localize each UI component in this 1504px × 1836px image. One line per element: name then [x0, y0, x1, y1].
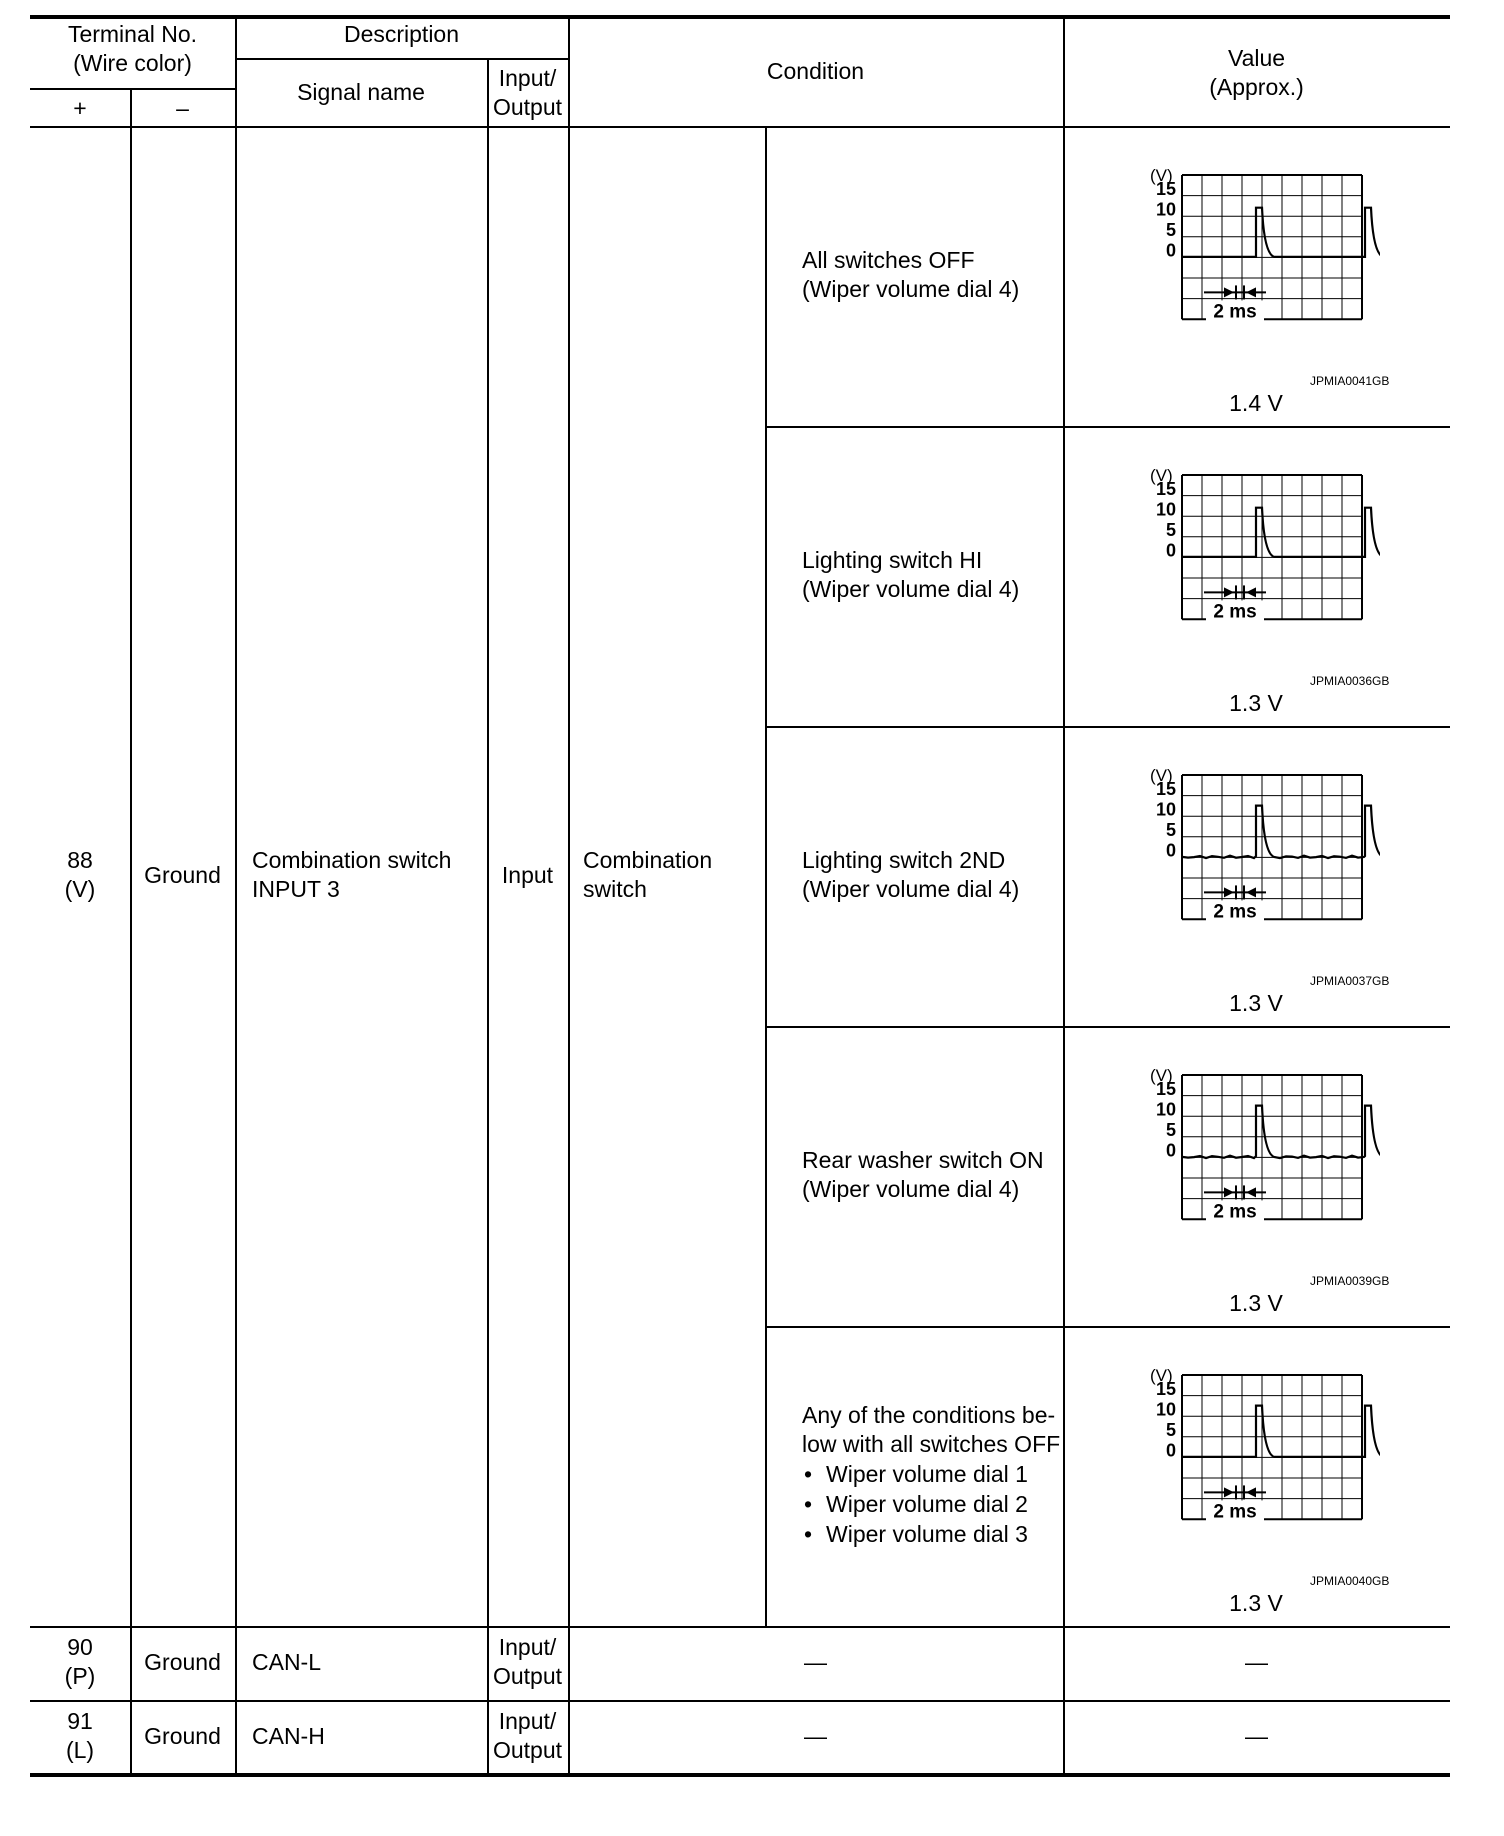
terminal-90-io-line1: Input/ — [498, 1634, 557, 1660]
table-bottom-border — [30, 1773, 1450, 1777]
time-label: 2 ms — [1213, 1201, 1257, 1223]
value-reading: 1.3 V — [1229, 690, 1283, 716]
y-tick-label: 10 — [1155, 199, 1176, 220]
arrow-left-icon — [1246, 587, 1256, 597]
col-divider-signal-io — [487, 58, 489, 1773]
y-tick-label: 15 — [1155, 179, 1176, 199]
header-rule-description — [235, 58, 568, 60]
scope-svg — [1120, 1065, 1380, 1275]
header-io-line1: Input/ — [498, 65, 557, 91]
terminal-88-number: 88 — [67, 847, 93, 873]
y-unit-label: (V) — [1150, 1366, 1173, 1385]
arrow-left-icon — [1246, 287, 1256, 297]
time-label: 2 ms — [1213, 601, 1257, 623]
header-condition: Condition — [766, 58, 865, 84]
y-tick-label: 15 — [1155, 479, 1176, 499]
terminal-88-signal-line2: INPUT 3 — [252, 876, 340, 902]
terminal-88-condition-line1: Combination — [583, 847, 713, 873]
sub-condition-5-bullets — [802, 1459, 1028, 1549]
row-divider-4 — [765, 1326, 1450, 1328]
figure-code: JPMIA0036GB — [1310, 674, 1390, 688]
y-tick-label: 15 — [1155, 1379, 1176, 1399]
y-tick-label: 5 — [1165, 520, 1176, 540]
col-divider-terminal-signal — [235, 15, 237, 1773]
terminal-90-condition: — — [804, 1649, 827, 1675]
sub-condition-5-line1: Any of the conditions be- — [802, 1402, 1056, 1428]
y-unit-label: (V) — [1150, 166, 1173, 185]
sub-condition-5-line2: low with all switches OFF — [802, 1431, 1061, 1457]
waveform-trace — [1182, 1406, 1380, 1457]
y-tick-label: 10 — [1155, 499, 1176, 520]
scope-svg — [1120, 1365, 1380, 1575]
y-tick-label: 10 — [1155, 1399, 1176, 1420]
row-divider-90-91 — [30, 1700, 1450, 1702]
header-io-line2: Output — [492, 94, 563, 120]
table-top-border — [30, 15, 1450, 19]
y-unit-label: (V) — [1150, 466, 1173, 485]
terminal-88-minus: Ground — [144, 862, 221, 888]
row-divider-1 — [765, 426, 1450, 428]
arrow-right-icon — [1224, 1487, 1234, 1497]
sub-condition-4-line2: (Wiper volume dial 4) — [802, 1176, 1020, 1202]
y-unit-label: (V) — [1150, 766, 1173, 785]
header-signal-name: Signal name — [297, 79, 425, 105]
sub-condition-3-line1: Lighting switch 2ND — [802, 847, 1006, 873]
arrow-right-icon — [1224, 887, 1234, 897]
terminal-91-signal: CAN-H — [252, 1723, 325, 1749]
figure-code: JPMIA0037GB — [1310, 974, 1390, 988]
value-reading: 1.3 V — [1229, 990, 1283, 1016]
y-unit-label: (V) — [1150, 1066, 1173, 1085]
bullet-item: • Wiper volume dial 1 — [802, 1459, 1028, 1489]
y-tick-label: 0 — [1165, 840, 1176, 861]
terminal-90-io-line2: Output — [492, 1663, 563, 1689]
terminal-91-condition: — — [804, 1723, 827, 1749]
scope-svg — [1120, 465, 1380, 675]
terminal-91-minus: Ground — [144, 1723, 221, 1749]
bullet-item: • Wiper volume dial 2 — [802, 1489, 1028, 1519]
y-tick-label: 0 — [1165, 1140, 1176, 1161]
terminal-91-io-line2: Output — [492, 1737, 563, 1763]
row-divider-3 — [765, 1026, 1450, 1028]
col-divider-plus-minus — [130, 88, 132, 1773]
row-divider-88-90 — [30, 1626, 1450, 1628]
waveform-graph — [1120, 765, 1380, 975]
time-label: 2 ms — [1213, 1501, 1257, 1523]
waveform-graph — [1120, 1365, 1380, 1575]
header-value-line2: (Approx.) — [1209, 74, 1304, 100]
terminal-90-number: 90 — [67, 1634, 93, 1660]
terminal-table — [30, 15, 1450, 1765]
waveform-trace — [1182, 508, 1380, 557]
y-tick-label: 0 — [1165, 540, 1176, 561]
sub-condition-3-line2: (Wiper volume dial 4) — [802, 876, 1020, 902]
y-tick-label: 5 — [1165, 820, 1176, 840]
header-bottom-border — [30, 126, 1450, 128]
y-tick-label: 15 — [1155, 779, 1176, 799]
waveform-graph — [1120, 1065, 1380, 1275]
terminal-88-color: (V) — [64, 876, 96, 902]
sub-condition-1-line2: (Wiper volume dial 4) — [802, 276, 1020, 302]
terminal-91-value: — — [1245, 1723, 1268, 1749]
terminal-91-color: (L) — [65, 1737, 95, 1763]
sub-condition-2-line1: Lighting switch HI — [802, 547, 983, 573]
header-wire-color: (Wire color) — [73, 50, 192, 76]
scope-svg — [1120, 165, 1380, 375]
time-label: 2 ms — [1213, 901, 1257, 923]
arrow-right-icon — [1224, 1187, 1234, 1197]
arrow-left-icon — [1246, 1487, 1256, 1497]
figure-code: JPMIA0041GB — [1310, 374, 1390, 388]
value-reading: 1.3 V — [1229, 1290, 1283, 1316]
terminal-91-io-line1: Input/ — [498, 1708, 557, 1734]
sub-condition-1-line1: All switches OFF — [802, 247, 975, 273]
figure-code: JPMIA0040GB — [1310, 1574, 1390, 1588]
y-tick-label: 10 — [1155, 799, 1176, 820]
y-tick-label: 0 — [1165, 1440, 1176, 1461]
value-reading: 1.3 V — [1229, 1590, 1283, 1616]
waveform-trace — [1182, 208, 1380, 257]
time-label: 2 ms — [1213, 301, 1257, 323]
waveform-trace — [1182, 1106, 1380, 1158]
waveform-trace — [1182, 806, 1380, 858]
header-terminal-no: Terminal No. — [67, 21, 198, 47]
terminal-90-color: (P) — [64, 1663, 96, 1689]
scope-svg — [1120, 765, 1380, 975]
col-divider-condition-sub — [765, 126, 767, 1626]
y-tick-label: 10 — [1155, 1099, 1176, 1120]
col-divider-condition-value — [1063, 15, 1065, 1773]
header-plus: + — [73, 95, 87, 121]
y-tick-label: 5 — [1165, 1420, 1176, 1440]
y-tick-label: 15 — [1155, 1079, 1176, 1099]
terminal-90-signal: CAN-L — [252, 1649, 322, 1675]
bullet-item: • Wiper volume dial 3 — [802, 1519, 1028, 1549]
row-divider-2 — [765, 726, 1450, 728]
terminal-88-condition-line2: switch — [583, 876, 647, 902]
header-minus: – — [176, 95, 189, 121]
header-description: Description — [343, 21, 460, 47]
terminal-88-signal-line1: Combination switch — [252, 847, 452, 873]
terminal-88-io: Input — [501, 862, 554, 888]
terminal-91-number: 91 — [67, 1708, 93, 1734]
arrow-left-icon — [1246, 887, 1256, 897]
sub-condition-2-line2: (Wiper volume dial 4) — [802, 576, 1020, 602]
arrow-right-icon — [1224, 287, 1234, 297]
waveform-graph — [1120, 465, 1380, 675]
terminal-90-value: — — [1245, 1649, 1268, 1675]
figure-code: JPMIA0039GB — [1310, 1274, 1390, 1288]
terminal-90-minus: Ground — [144, 1649, 221, 1675]
value-reading: 1.4 V — [1229, 390, 1283, 416]
waveform-graph — [1120, 165, 1380, 375]
y-tick-label: 5 — [1165, 220, 1176, 240]
sub-condition-4-line1: Rear washer switch ON — [802, 1147, 1044, 1173]
header-value-line1: Value — [1227, 45, 1286, 71]
y-tick-label: 5 — [1165, 1120, 1176, 1140]
header-rule-terminal — [30, 88, 235, 90]
arrow-left-icon — [1246, 1187, 1256, 1197]
y-tick-label: 0 — [1165, 240, 1176, 261]
arrow-right-icon — [1224, 587, 1234, 597]
col-divider-io-condition — [568, 15, 570, 1773]
